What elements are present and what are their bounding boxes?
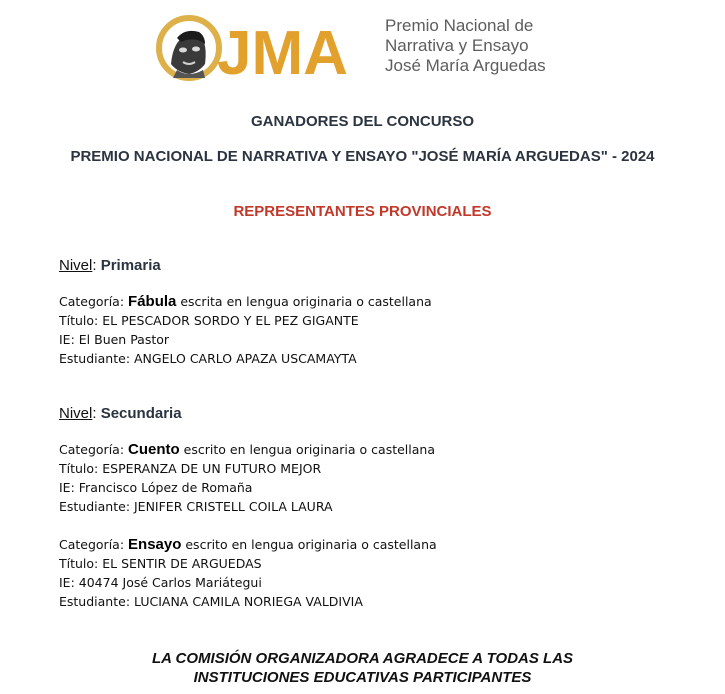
heading-premio: PREMIO NACIONAL DE NARRATIVA Y ENSAYO "JOSÉ MARÍA ARGUEDAS" - 2024 — [70, 148, 655, 165]
logo-line-3: José María Arguedas — [385, 56, 546, 75]
categoria-line: Categoría: Cuento escrito en lengua originaria o castellana — [59, 441, 435, 458]
categoria-name: Fábula — [128, 293, 177, 310]
categoria-name: Ensayo — [128, 536, 182, 553]
categoria-line: Categoría: Ensayo escrito en lengua originaria o castellana — [59, 536, 437, 553]
titulo-line: Título: EL SENTIR DE ARGUEDAS — [59, 556, 262, 571]
nivel-value: Secundaria — [100, 405, 182, 422]
ie-line: IE: El Buen Pastor — [59, 332, 170, 347]
ie-line: IE: Francisco López de Romaña — [59, 480, 253, 495]
nivel-label: Nivel — [59, 257, 93, 274]
estudiante-line: Estudiante: ANGELO CARLO APAZA USCAMAYTA — [59, 351, 357, 366]
categoria-name: Cuento — [128, 441, 180, 458]
estudiante-line: Estudiante: LUCIANA CAMILA NORIEGA VALDIVIA — [59, 594, 363, 609]
nivel-primaria: Nivel: Primaria — [59, 257, 161, 274]
heading-ganadores: GANADORES DEL CONCURSO — [250, 113, 475, 130]
entry-cuento — [59, 440, 435, 516]
entry-fabula — [59, 292, 432, 368]
nivel-secundaria: Nivel: Secundaria — [59, 405, 182, 422]
estudiante-line: Estudiante: JENIFER CRISTELL COILA LAURA — [59, 499, 333, 514]
footer-line-1: LA COMISIÓN ORGANIZADORA AGRADECE A TODAS LAS — [151, 650, 574, 667]
ie-line: IE: 40474 José Carlos Mariátegui — [59, 575, 262, 590]
titulo-line: Título: ESPERANZA DE UN FUTURO MEJOR — [59, 461, 322, 476]
logo-acronym: JMA — [217, 19, 348, 82]
logo-text — [385, 16, 546, 76]
footer-thanks — [0, 649, 725, 687]
nivel-value: Primaria — [100, 257, 161, 274]
logo — [155, 14, 555, 82]
logo-line-2: Narrativa y Ensayo — [385, 36, 529, 55]
heading-representantes: REPRESENTANTES PROVINCIALES — [233, 203, 492, 220]
titulo-line: Título: EL PESCADOR SORDO Y EL PEZ GIGANTE — [59, 313, 359, 328]
footer-line-2: INSTITUCIONES EDUCATIVAS PARTICIPANTES — [193, 669, 532, 686]
nivel-label: Nivel — [59, 405, 93, 422]
logo-line-1: Premio Nacional de — [385, 16, 534, 35]
entry-ensayo — [59, 535, 437, 611]
logo-emblem — [155, 14, 385, 82]
categoria-line: Categoría: Fábula escrita en lengua originaria o castellana — [59, 293, 432, 310]
